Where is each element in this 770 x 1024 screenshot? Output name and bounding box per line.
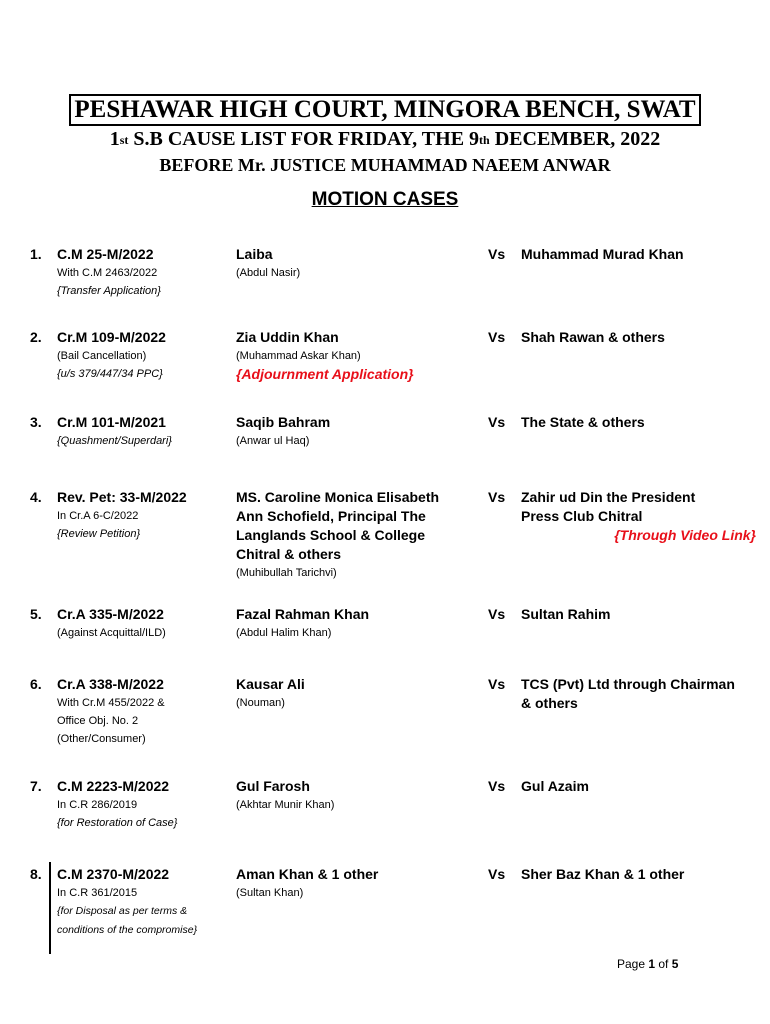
case-note: {Through Video Link} (614, 527, 756, 543)
petitioner: Gul Farosh (236, 778, 310, 794)
respondent: Shah Rawan & others (521, 329, 665, 345)
versus-label: Vs (488, 778, 506, 794)
case-details (57, 675, 232, 748)
petitioner-details (236, 865, 471, 902)
petitioner: Fazal Rahman Khan (236, 606, 370, 622)
page-word: Page (617, 957, 649, 971)
versus-label: Vs (488, 329, 506, 345)
margin-bar (49, 862, 51, 954)
case-detail: With C.M 2463/2022 (57, 267, 158, 279)
case-detail: {for Disposal as per terms & (57, 905, 188, 917)
versus-label: Vs (488, 676, 506, 692)
case-number: 5. (30, 606, 42, 622)
counsel: (Sultan Khan) (236, 887, 304, 899)
counsel: (Abdul Nasir) (236, 267, 301, 279)
respondent: Muhammad Murad Khan (521, 246, 684, 262)
case-details (57, 245, 232, 300)
versus-label: Vs (488, 606, 506, 622)
respondent-line: Press Club Chitral (521, 508, 643, 524)
case-detail: {for Restoration of Case} (57, 817, 178, 829)
case-details (57, 328, 232, 383)
respondent-details (521, 777, 756, 796)
petitioner-details (236, 245, 471, 282)
case-detail: conditions of the compromise} (57, 924, 198, 936)
respondent: Sultan Rahim (521, 606, 611, 622)
case-number: 4. (30, 489, 42, 505)
case-no: C.M 2223-M/2022 (57, 778, 170, 794)
respondent: Sher Baz Khan & 1 other (521, 866, 685, 882)
petitioner: Kausar Ali (236, 676, 305, 692)
case-detail: {Quashment/Superdari} (57, 435, 172, 447)
counsel: (Muhammad Askar Khan) (236, 350, 361, 362)
justice-title: BEFORE Mr. JUSTICE MUHAMMAD NAEEM ANWAR (159, 155, 611, 175)
page-number: 1 (648, 957, 656, 971)
case-details (57, 605, 232, 642)
case-note: {Adjournment Application} (236, 366, 414, 382)
case-detail: {Review Petition} (57, 528, 141, 540)
case-number: 3. (30, 414, 42, 430)
case-number: 8. (30, 866, 42, 882)
petitioner-line: Chitral & others (236, 546, 342, 562)
petitioner-details (236, 605, 471, 642)
petitioner: Laiba (236, 246, 273, 262)
counsel: (Anwar ul Haq) (236, 435, 310, 447)
respondent-line: TCS (Pvt) Ltd through Chairman (521, 676, 735, 692)
case-no: Rev. Pet: 33-M/2022 (57, 489, 187, 505)
cause-title-part: S.B CAUSE LIST FOR FRIDAY, THE 9 (128, 128, 480, 150)
counsel: (Abdul Halim Khan) (236, 627, 332, 639)
case-number: 1. (30, 246, 42, 262)
petitioner-line: Langlands School & College (236, 527, 426, 543)
case-number: 2. (30, 329, 42, 345)
case-number: 6. (30, 676, 42, 692)
case-detail: In C.R 361/2015 (57, 887, 138, 899)
petitioner: Saqib Bahram (236, 414, 331, 430)
petitioner-details (236, 488, 471, 582)
case-details (57, 865, 232, 940)
case-no: Cr.M 109-M/2022 (57, 329, 166, 345)
cause-title-sup: st (119, 133, 129, 147)
versus-label: Vs (488, 246, 506, 262)
case-no: Cr.A 335-M/2022 (57, 606, 164, 622)
respondent-details (521, 605, 756, 624)
case-detail: {u/s 379/447/34 PPC} (57, 368, 163, 380)
respondent: Gul Azaim (521, 778, 589, 794)
case-detail: In C.R 286/2019 (57, 799, 138, 811)
versus-label: Vs (488, 414, 506, 430)
petitioner-details (236, 777, 471, 814)
case-details (57, 488, 232, 543)
case-detail: Office Obj. No. 2 (57, 715, 139, 727)
case-detail: {Transfer Application} (57, 285, 161, 297)
respondent-details (521, 245, 756, 264)
case-detail: In Cr.A 6-C/2022 (57, 510, 139, 522)
cause-title-part: 1 (109, 128, 120, 150)
case-detail: With Cr.M 455/2022 & (57, 697, 165, 709)
section-title-text: MOTION CASES (311, 189, 459, 210)
respondent-line: Zahir ud Din the President (521, 489, 696, 505)
respondent-line: & others (521, 695, 578, 711)
case-details (57, 777, 232, 832)
respondent-details (521, 328, 756, 347)
cause-title-part: DECEMBER, 2022 (489, 128, 661, 150)
petitioner-line: MS. Caroline Monica Elisabeth (236, 489, 440, 505)
petitioner-details (236, 413, 471, 450)
cause-list-title (0, 126, 770, 152)
respondent-details (521, 675, 756, 713)
petitioner: Aman Khan & 1 other (236, 866, 379, 882)
case-detail: (Other/Consumer) (57, 733, 146, 745)
case-no: C.M 25-M/2022 (57, 246, 154, 262)
petitioner-details (236, 675, 471, 712)
court-title (0, 94, 770, 126)
respondent: The State & others (521, 414, 645, 430)
case-no: C.M 2370-M/2022 (57, 866, 170, 882)
case-number: 7. (30, 778, 42, 794)
cause-title-sup: th (479, 133, 490, 147)
section-title (0, 188, 770, 212)
respondent-details (521, 488, 756, 545)
case-detail: (Bail Cancellation) (57, 350, 147, 362)
counsel: (Nouman) (236, 697, 285, 709)
petitioner: Zia Uddin Khan (236, 329, 339, 345)
counsel: (Muhibullah Tarichvi) (236, 567, 337, 579)
page-total: 5 (671, 957, 679, 971)
petitioner-details (236, 328, 471, 384)
respondent-details (521, 413, 756, 432)
versus-label: Vs (488, 489, 506, 505)
of-word: of (655, 957, 672, 971)
case-no: Cr.M 101-M/2021 (57, 414, 166, 430)
case-details (57, 413, 232, 450)
page-indicator (617, 956, 678, 972)
counsel: (Akhtar Munir Khan) (236, 799, 335, 811)
respondent-details (521, 865, 756, 884)
court-title-text: PESHAWAR HIGH COURT, MINGORA BENCH, SWAT (69, 94, 700, 126)
case-detail: (Against Acquittal/ILD) (57, 627, 166, 639)
case-no: Cr.A 338-M/2022 (57, 676, 164, 692)
versus-label: Vs (488, 866, 506, 882)
petitioner-line: Ann Schofield, Principal The (236, 508, 426, 524)
